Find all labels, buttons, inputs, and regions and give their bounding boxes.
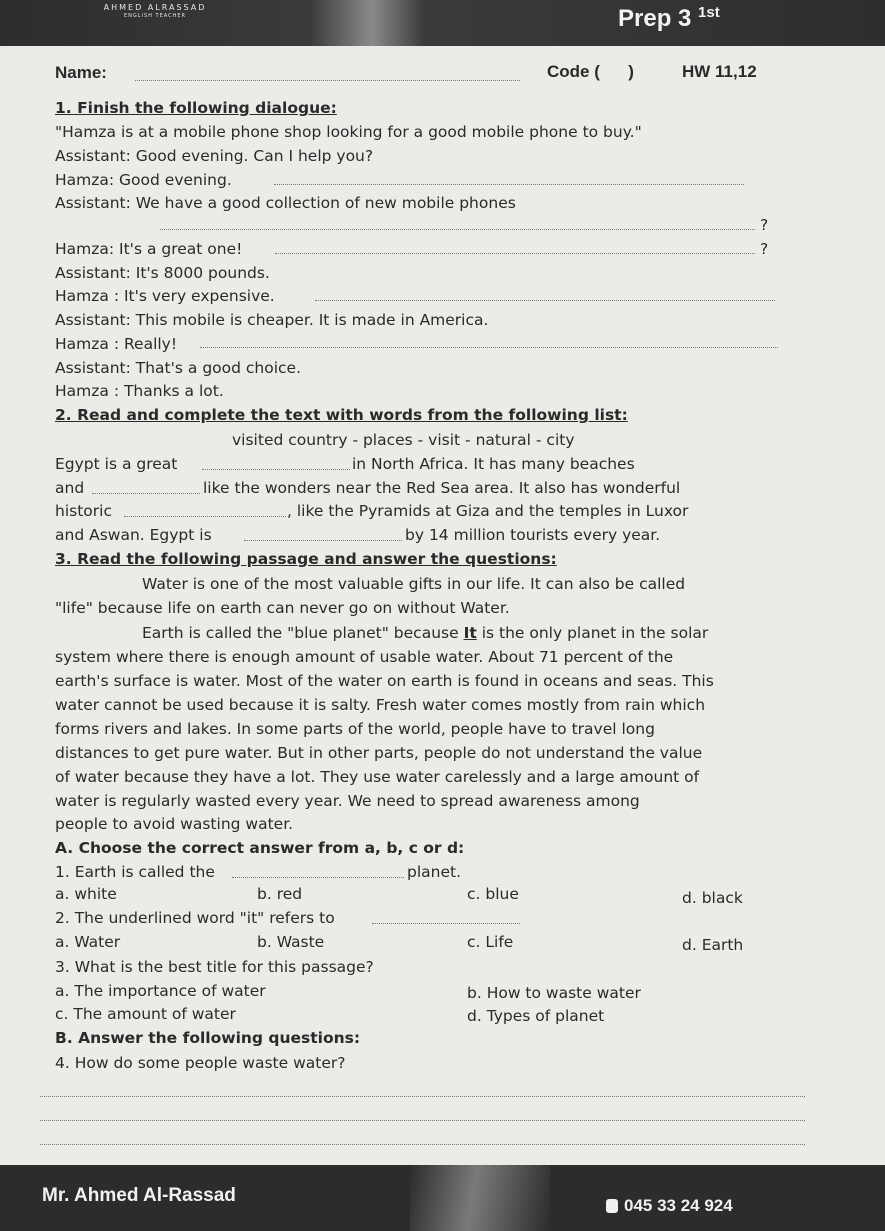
passage-line-7: distances to get pure water. But in other parts, people do not understand the value: [55, 744, 703, 762]
passage-line-2b: is the only planet in the solar: [481, 624, 709, 642]
passage-line-0: Water is one of the most valuable gifts in our life. It can also be called: [142, 575, 686, 593]
passage-line-1: "life" because life on earth can never go on without Water.: [55, 599, 510, 617]
hw-label: HW 11,12: [682, 62, 757, 81]
q1-line-3: Assistant: We have a good collection of new mobile phones: [55, 194, 516, 212]
q1-line-9: Hamza : Really!: [55, 335, 178, 353]
q1-line-4: ?: [760, 216, 769, 234]
q1-line-1: Assistant: Good evening. Can I help you?: [55, 147, 374, 165]
q2-line1b: in North Africa. It has many beaches: [352, 455, 635, 473]
q2-line1a: Egypt is a great: [55, 455, 178, 473]
q1-line-5: Hamza: It's a great one!: [55, 240, 243, 258]
name-line: [135, 80, 520, 81]
q2-blank-4: [244, 540, 402, 541]
q1-line-0: "Hamza is at a mobile phone shop looking for a good mobile phone to buy.": [55, 123, 642, 141]
q2-line3a: historic: [55, 502, 112, 520]
passage-line-10: people to avoid wasting water.: [55, 815, 294, 833]
mcq3-option-b[interactable]: b. How to waste water: [467, 984, 641, 1002]
q1-line-7: Hamza : It's very expensive.: [55, 287, 275, 305]
answer-line-1[interactable]: [40, 1096, 805, 1097]
passage-line-2: [142, 623, 708, 643]
logo-line1: AHMED ALRASSAD: [103, 3, 207, 12]
passage-line-6: forms rivers and lakes. In some parts of the world, people have to travel long: [55, 720, 655, 738]
footer-accent: [410, 1165, 550, 1231]
phone-number: 045 33 24 924: [624, 1196, 733, 1215]
passage-line-5: water cannot be used because it is salty. Fresh water comes mostly from rain which: [55, 696, 706, 714]
q2-blank-3: [124, 516, 286, 517]
q2-line2a: and: [55, 479, 85, 497]
mcq1-text-a: 1. Earth is called the: [55, 863, 215, 881]
partB-heading: B. Answer the following questions:: [55, 1029, 361, 1047]
q2-line4b: by 14 million tourists every year.: [405, 526, 661, 544]
phone-icon: [606, 1199, 618, 1213]
mcq2-option-b[interactable]: b. Waste: [257, 933, 325, 951]
mcq3-option-c[interactable]: c. The amount of water: [55, 1005, 236, 1023]
teacher-name: Mr. Ahmed Al-Rassad: [42, 1185, 236, 1206]
open-q4-text: 4. How do some people waste water?: [55, 1054, 346, 1072]
q2-line2b: like the wonders near the Red Sea area. It also has wonderful: [203, 479, 681, 497]
q1-blank-2: [160, 229, 755, 230]
q2-blank-2: [92, 493, 200, 494]
mcq1-blank: [232, 877, 404, 878]
partA-heading: A. Choose the correct answer from a, b, c or d:: [55, 839, 465, 857]
q1-blank-4: [315, 300, 775, 301]
q3-heading: 3. Read the following passage and answer the questions:: [55, 550, 557, 568]
mcq2-option-c[interactable]: c. Life: [467, 933, 514, 951]
title-sup: 1st: [698, 4, 720, 21]
passage-line-8: of water because they have a lot. They use water carelessly and a large amount of: [55, 768, 700, 786]
q1-blank-3: [275, 253, 755, 254]
phone-contact: [606, 1196, 733, 1216]
code-label: Code ( ): [547, 62, 634, 81]
mcq1-option-a[interactable]: a. white: [55, 885, 117, 903]
q1-line-5-q: ?: [760, 240, 769, 258]
mcq1-text-b: planet.: [407, 863, 462, 881]
mcq3-text: 3. What is the best title for this passage?: [55, 958, 374, 976]
mcq2-option-d[interactable]: d. Earth: [682, 936, 744, 954]
passage-line-9: water is regularly wasted every year. We need to spread awareness among: [55, 792, 640, 810]
mcq1-option-b[interactable]: b. red: [257, 885, 303, 903]
name-label: Name:: [55, 63, 107, 82]
q2-line3b: , like the Pyramids at Giza and the temples in Luxor: [287, 502, 689, 520]
q1-line-11: Hamza : Thanks a lot.: [55, 382, 224, 400]
mcq2-blank: [372, 923, 520, 924]
underlined-it: It: [463, 624, 477, 642]
q1-line-2: Hamza: Good evening.: [55, 171, 232, 189]
title-text: Prep 3: [618, 5, 692, 32]
answer-line-3[interactable]: [40, 1144, 805, 1145]
mcq3-option-d[interactable]: d. Types of planet: [467, 1007, 605, 1025]
mcq2-option-a[interactable]: a. Water: [55, 933, 121, 951]
q1-blank-5: [200, 347, 778, 348]
answer-line-2[interactable]: [40, 1120, 805, 1121]
q1-line-6: Assistant: It's 8000 pounds.: [55, 264, 270, 282]
q2-heading: 2. Read and complete the text with words from the following list:: [55, 406, 628, 424]
q1-line-10: Assistant: That's a good choice.: [55, 359, 302, 377]
q2-word-list: visited country - places - visit - natural - city: [232, 431, 575, 449]
passage-line-3: system where there is enough amount of usable water. About 71 percent of the: [55, 648, 674, 666]
mcq3-option-a[interactable]: a. The importance of water: [55, 982, 266, 1000]
q1-heading: 1. Finish the following dialogue:: [55, 99, 337, 117]
passage-line-2a: Earth is called the "blue planet" because: [142, 624, 459, 642]
mcq1-option-c[interactable]: c. blue: [467, 885, 519, 903]
q1-blank-1: [274, 184, 744, 185]
mcq2-text: 2. The underlined word "it" refers to: [55, 909, 335, 927]
passage-line-4: earth's surface is water. Most of the water on earth is found in oceans and seas. This: [55, 672, 714, 690]
logo-line2: ENGLISH TEACHER: [124, 13, 186, 19]
mcq1-option-d[interactable]: d. black: [682, 889, 743, 907]
q2-blank-1: [202, 469, 350, 470]
q2-line4a: and Aswan. Egypt is: [55, 526, 212, 544]
q1-line-8: Assistant: This mobile is cheaper. It is made in America.: [55, 311, 489, 329]
